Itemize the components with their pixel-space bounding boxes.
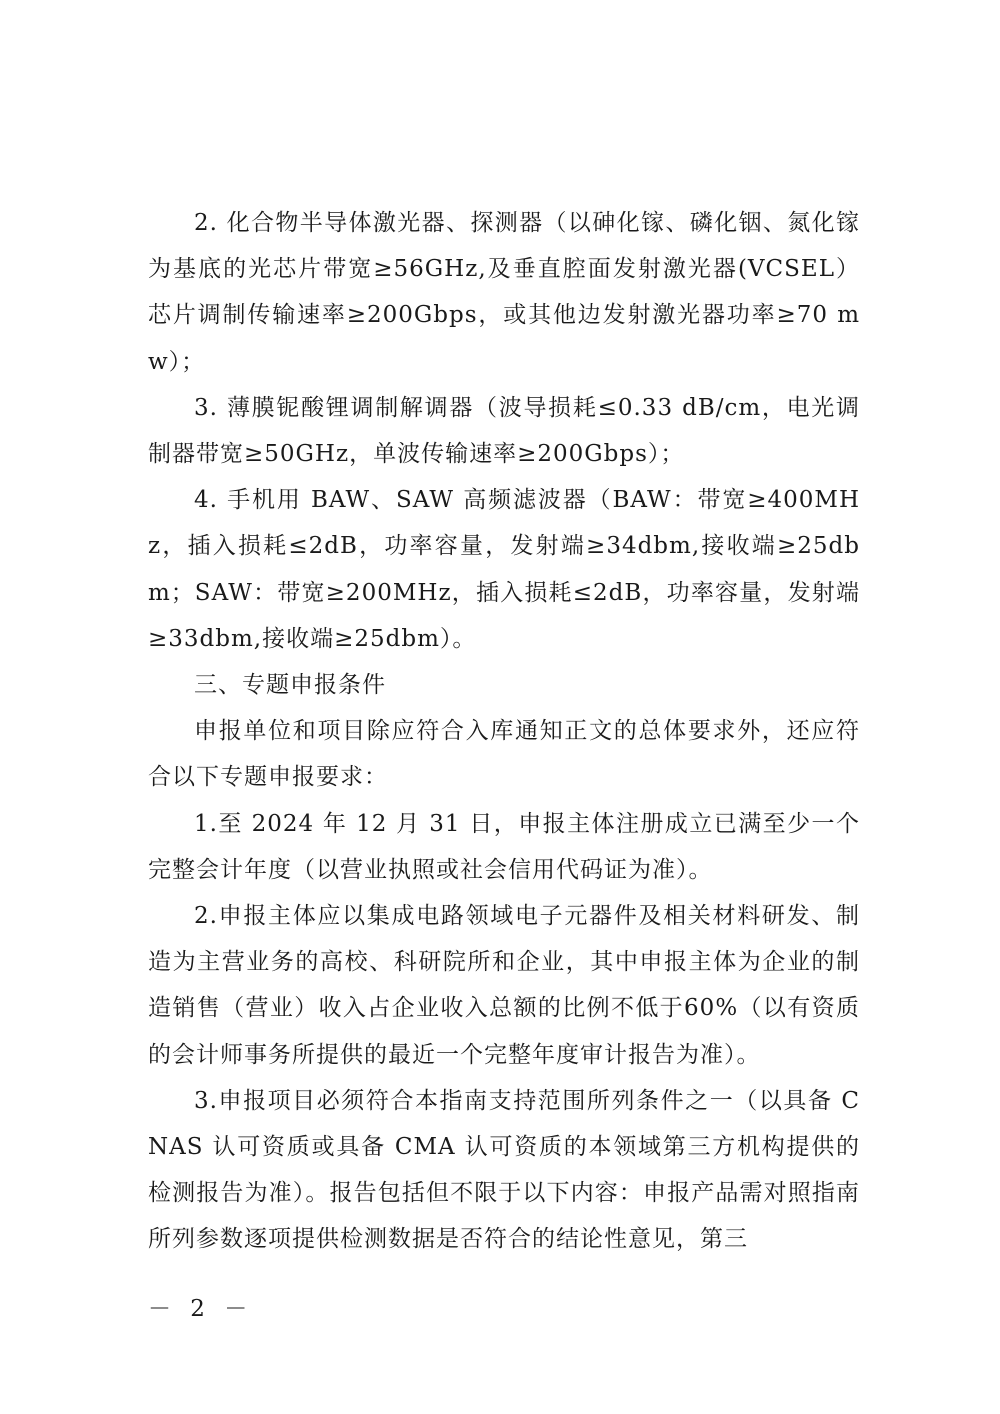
paragraph-condition-2: 2.申报主体应以集成电路领域电子元器件及相关材料研发、制造为主营业务的高校、科研院所和企业，其中申报主体为企业的制造销售（营业）收入占企业收入总额的比例不低于60%（以有资质的会计师事务所提供的最近一个完整年度审计报告为准）。 (148, 903, 860, 1068)
document-body (148, 200, 860, 1263)
paragraph-item-3: 3. 薄膜铌酸锂调制解调器（波导损耗≤0.33 dB/cm，电光调制器带宽≥50GHz，单波传输速率≥200Gbps）； (148, 394, 860, 468)
paragraph-item-2: 2. 化合物半导体激光器、探测器（以砷化镓、磷化铟、氮化镓为基底的光芯片带宽≥56GHz,及垂直腔面发射激光器(VCSEL）芯片调制传输速率≥200Gbps，或其他边发射激光器功率≥70 mw）； (148, 210, 860, 375)
page-number: － 2 － (148, 1296, 254, 1322)
paragraph-section-intro: 申报单位和项目除应符合入库通知正文的总体要求外，还应符合以下专题申报要求： (148, 718, 860, 791)
paragraph-condition-1: 1.至 2024 年 12 月 31 日，申报主体注册成立已满至少一个完整会计年度（以营业执照或社会信用代码证为准）。 (148, 810, 860, 883)
paragraph-condition-3: 3.申报项目必须符合本指南支持范围所列条件之一（以具备 CNAS 认可资质或具备 CMA 认可资质的本领域第三方机构提供的检测报告为准）。报告包括但不限于以下内容：申报产品需对照指南所列参数逐项提供检测数据是否符合的结论性意见，第三 (148, 1087, 860, 1253)
paragraph-item-4: 4. 手机用 BAW、SAW 高频滤波器（BAW：带宽≥400MHz，插入损耗≤2dB，功率容量，发射端≥34dbm,接收端≥25dbm；SAW：带宽≥200MHz，插入损耗≤2dB，功率容量，发射端≥33dbm,接收端≥25dbm）。 (148, 487, 860, 652)
section-heading: 三、专题申报条件 (194, 672, 386, 699)
